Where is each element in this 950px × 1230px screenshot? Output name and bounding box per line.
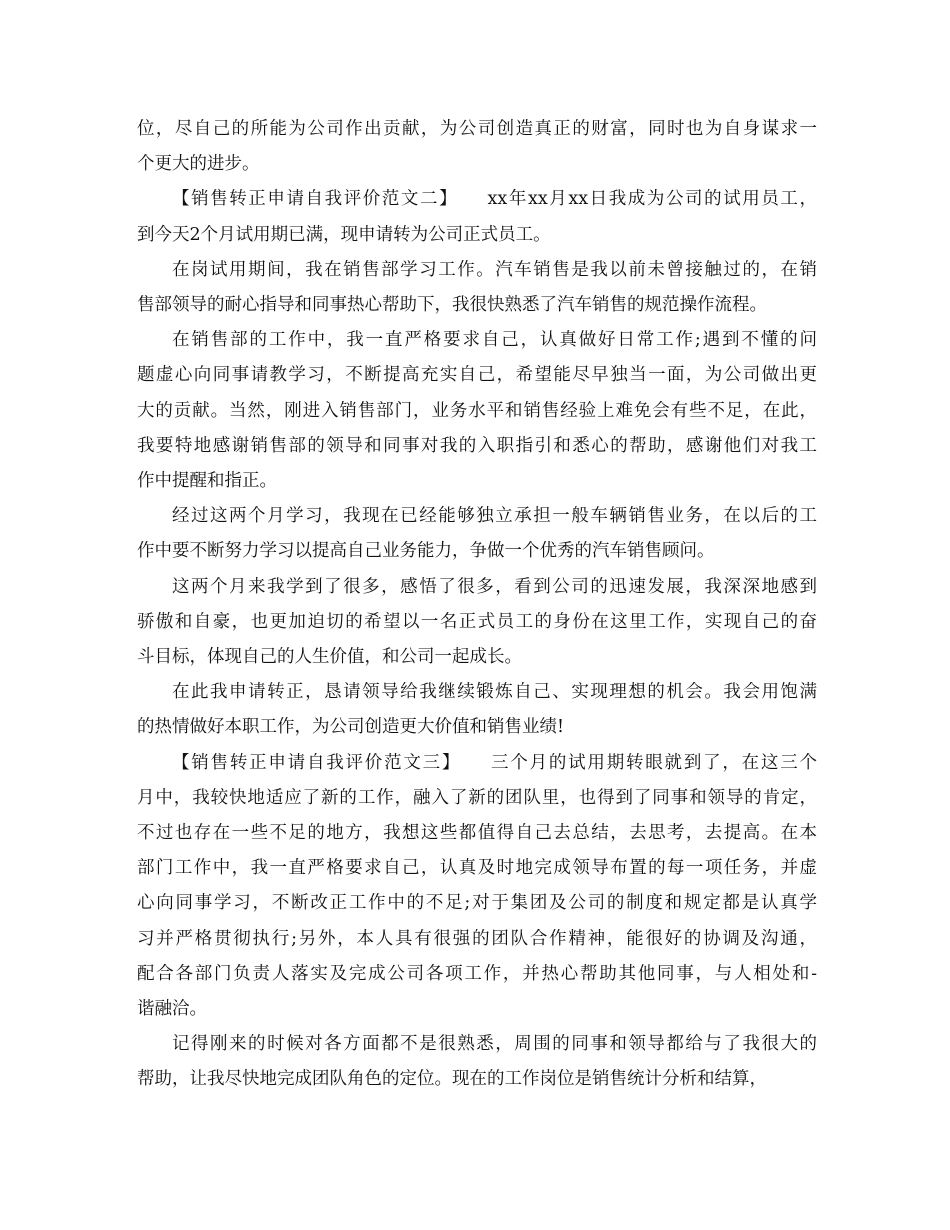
text-line: 个更大的进步。 xyxy=(137,154,260,175)
text-line: 作中要不断努力学习以提高自己业务能力，争做一个优秀的汽车销售顾问。 xyxy=(137,541,715,562)
text-line: 骄傲和自豪，也更加迫切的希望以一名正式员工的身份在这里工作，实现自己的奋 xyxy=(137,611,817,632)
text-line: 配合各部门负责人落实及完成公司各项工作，并热心帮助其他同事，与人相处和- xyxy=(137,963,817,984)
text-line: 帮助，让我尽快地完成团队角色的定位。现在的工作岗位是销售统计分析和结算， xyxy=(137,1069,767,1090)
body-paragraph xyxy=(137,323,817,499)
text-line: 到今天2个月试用期已满，现申请转为公司正式员工。 xyxy=(137,224,551,245)
text-line: 不过也存在一些不足的地方，我想这些都值得自己去总结，去思考，去提高。在本 xyxy=(137,823,817,844)
text-line: 大的贡献。当然，刚进入销售部门，业务水平和销售经验上难免会有些不足，在此， xyxy=(137,400,817,421)
text-line: 在销售部的工作中，我一直严格要求自己，认真做好日常工作;遇到不懂的问 xyxy=(172,330,817,351)
text-line: 记得刚来的时候对各方面都不是很熟悉，周围的同事和领导都给与了我很大的 xyxy=(172,1034,817,1055)
text-line: 经过这两个月学习，我现在已经能够独立承担一般车辆销售业务，在以后的工 xyxy=(172,506,817,527)
body-paragraph xyxy=(137,253,817,323)
text-line: 这两个月来我学到了很多，感悟了很多，看到公司的迅速发展，我深深地感到 xyxy=(172,576,817,597)
text-line: 位，尽自己的所能为公司作出贡献，为公司创造真正的财富，同时也为自身谋求一 xyxy=(137,119,817,139)
body-paragraph xyxy=(137,1027,817,1097)
document-body xyxy=(137,112,817,1098)
text-line: 【销售转正申请自我评价范文三】 三个月的试用期转眼就到了，在这三个 xyxy=(172,752,817,773)
text-line: 谐融洽。 xyxy=(137,999,207,1020)
text-line: 习并严格贯彻执行;另外，本人具有很强的团队合作精神，能很好的协调及沟通， xyxy=(137,928,817,949)
body-paragraph xyxy=(137,182,817,252)
body-paragraph xyxy=(137,570,817,676)
body-paragraph xyxy=(137,112,817,182)
body-paragraph xyxy=(137,675,817,745)
text-line: 在此我申请转正，恳请领导给我继续锻炼自己、实现理想的机会。我会用饱满 xyxy=(172,682,817,703)
text-line: 心向同事学习，不断改正工作中的不足;对于集团及公司的制度和规定都是认真学 xyxy=(137,893,817,914)
text-line: 题虚心向同事请教学习，不断提高充实自己，希望能尽早独当一面，为公司做出更 xyxy=(137,365,817,386)
text-line: 作中提醒和指正。 xyxy=(137,471,277,492)
text-line: 的热情做好本职工作，为公司创造更大价值和销售业绩! xyxy=(137,717,565,738)
text-line: 在岗试用期间，我在销售部学习工作。汽车销售是我以前未曾接触过的，在销 xyxy=(172,259,817,280)
text-line: 斗目标，体现自己的人生价值，和公司一起成长。 xyxy=(137,647,522,668)
text-line: 月中，我较快地适应了新的工作，融入了新的团队里，也得到了同事和领导的肯定， xyxy=(137,787,817,808)
text-line: 部门工作中，我一直严格要求自己，认真及时地完成领导布置的每一项任务，并虚 xyxy=(137,858,817,879)
text-line: 【销售转正申请自我评价范文二】 xx年xx月xx日我成为公司的试用员工， xyxy=(172,189,817,210)
body-paragraph xyxy=(137,746,817,1028)
text-line: 我要特地感谢销售部的领导和同事对我的入职指引和悉心的帮助，感谢他们对我工 xyxy=(137,435,817,456)
body-paragraph xyxy=(137,499,817,569)
text-line: 售部领导的耐心指导和同事热心帮助下，我很快熟悉了汽车销售的规范操作流程。 xyxy=(137,295,767,316)
